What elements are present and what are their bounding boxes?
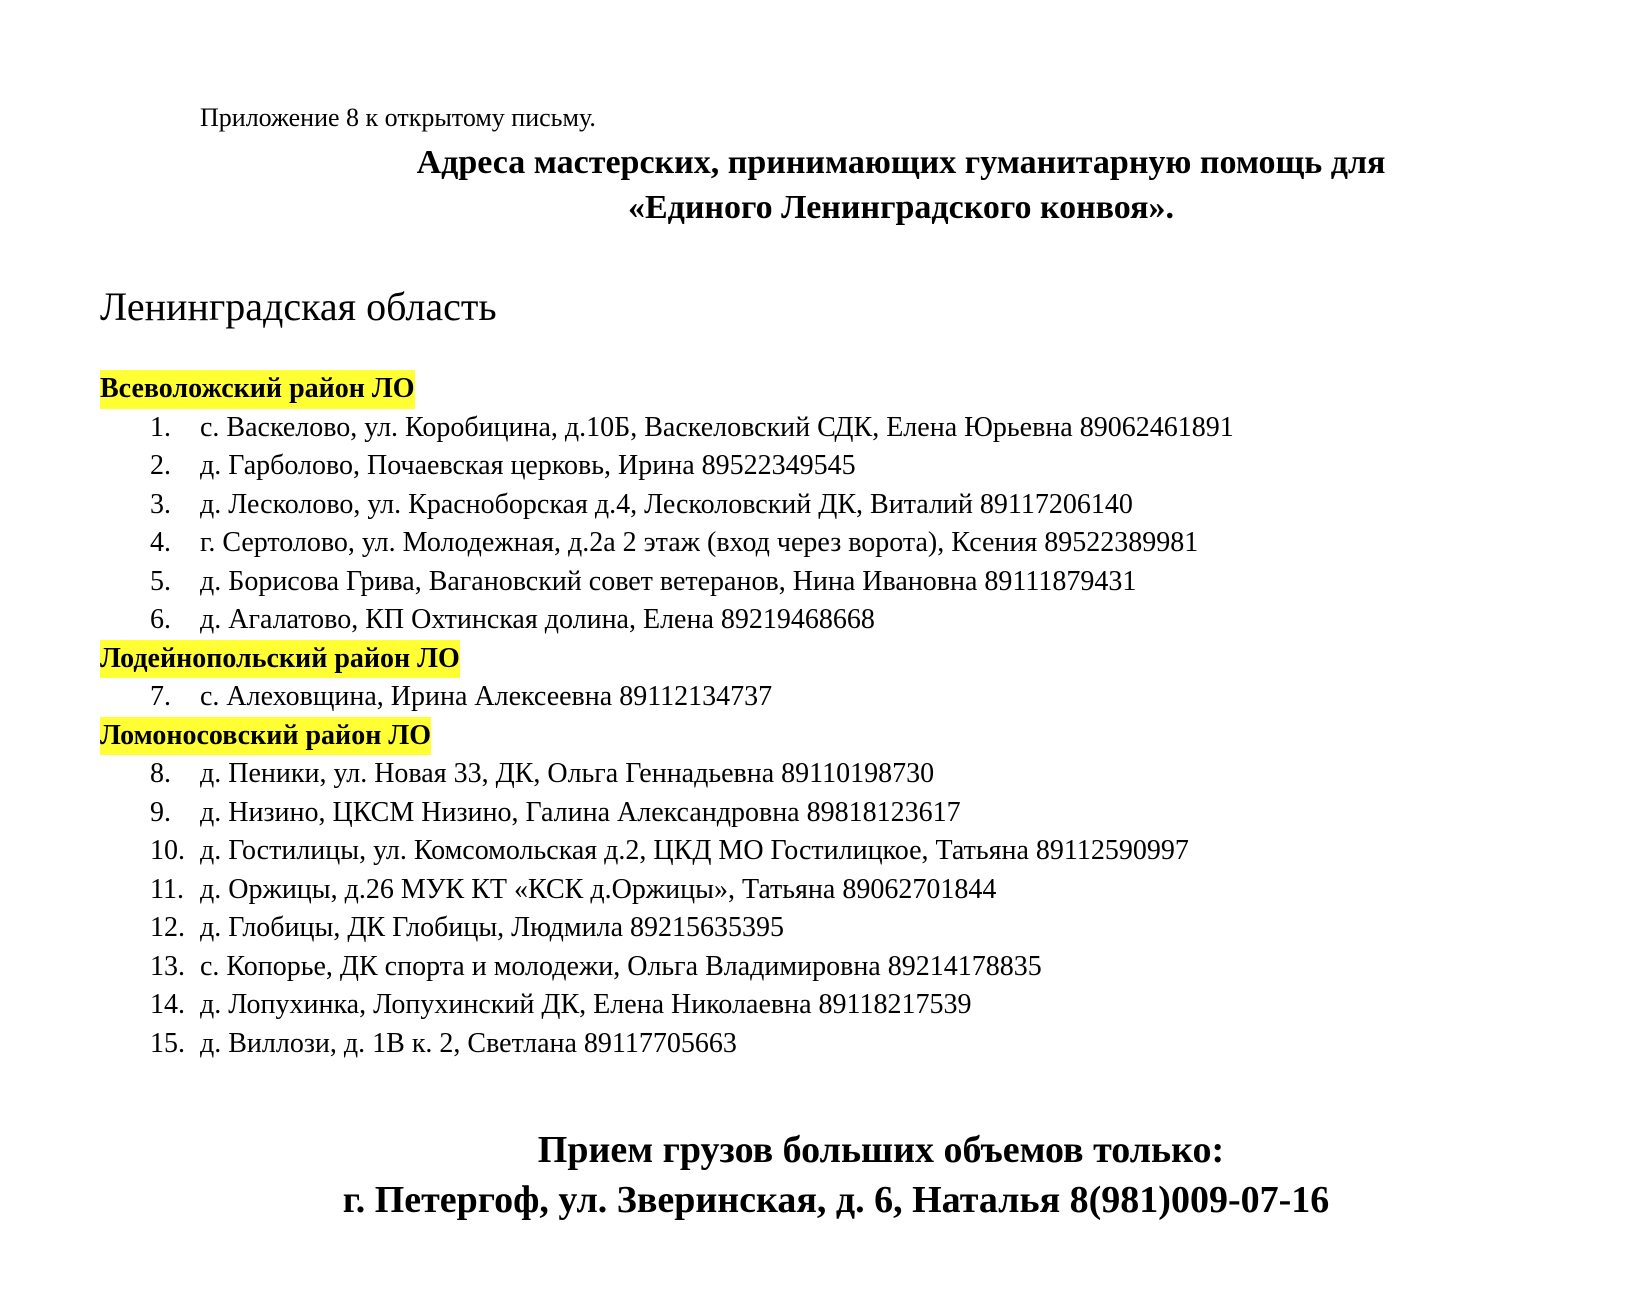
list-item xyxy=(100,1025,1600,1064)
item-text: с. Копорье, ДК спорта и молодежи, Ольга Владимировна 89214178835 xyxy=(200,950,1042,982)
list-item xyxy=(100,678,1600,717)
item-text: д. Гостилицы, ул. Комсомольская д.2, ЦКД МО Гостилицкое, Татьяна 89112590997 xyxy=(200,835,1189,866)
list-item xyxy=(100,601,1600,640)
item-number: 7. xyxy=(150,681,171,712)
district-heading-row xyxy=(100,640,1600,679)
item-text: д. Гарболово, Почаевская церковь, Ирина 89522349545 xyxy=(200,450,856,481)
list-item xyxy=(100,486,1600,525)
item-number: 8. xyxy=(150,758,171,789)
footer-notice xyxy=(0,1125,1652,1225)
list-item xyxy=(100,524,1600,563)
item-text: д. Оржицы, д.26 МУК КТ «КСК д.Оржицы», Татьяна 89062701844 xyxy=(200,873,997,905)
district-heading: Всеволожский район ЛО xyxy=(100,370,415,409)
district-heading-row xyxy=(100,717,1600,756)
district-heading-row xyxy=(100,370,1600,409)
item-text: с. Алеховщина, Ирина Алексеевна 89112134737 xyxy=(200,681,773,712)
list-item xyxy=(100,409,1600,448)
list-item xyxy=(100,948,1600,987)
region-heading: Ленинградская область xyxy=(100,284,497,329)
item-text: д. Агалатово, КП Охтинская долина, Елена 89219468668 xyxy=(200,604,875,635)
item-number: 12. xyxy=(150,912,185,943)
item-text: д. Виллози, д. 1В к. 2, Светлана 89117705663 xyxy=(200,1027,737,1059)
title-line-1: Адреса мастерских, принимающих гуманитарную помощь для xyxy=(416,144,1386,181)
title-line-2: «Единого Ленинградского конвоя». xyxy=(627,189,1175,226)
list-item xyxy=(100,794,1600,833)
item-number: 10. xyxy=(150,835,185,866)
item-number: 15. xyxy=(150,1027,185,1059)
item-text: г. Сертолово, ул. Молодежная, д.2а 2 этаж (вход через ворота), Ксения 89522389981 xyxy=(200,527,1199,558)
district-heading: Лодейнопольский район ЛО xyxy=(100,640,460,679)
district-heading: Ломоносовский район ЛО xyxy=(100,717,431,756)
footer-line-1: Прием грузов больших объемов только: xyxy=(537,1129,1225,1171)
list-item xyxy=(100,871,1600,910)
item-text: д. Пеники, ул. Новая 33, ДК, Ольга Геннадьевна 89110198730 xyxy=(200,758,935,789)
item-number: 13. xyxy=(150,950,185,982)
list-item xyxy=(100,909,1600,948)
item-number: 3. xyxy=(150,488,171,520)
item-text: д. Глобицы, ДК Глобицы, Людмила 89215635395 xyxy=(200,912,785,943)
item-text: д. Лесколово, ул. Красноборская д.4, Лесколовский ДК, Виталий 89117206140 xyxy=(200,488,1133,520)
item-text: с. Васкелово, ул. Коробицина, д.10Б, Васкеловский СДК, Елена Юрьевна 89062461891 xyxy=(200,411,1234,443)
document-title xyxy=(0,140,1652,230)
item-number: 4. xyxy=(150,527,171,558)
item-text: д. Борисова Грива, Вагановский совет ветеранов, Нина Ивановна 89111879431 xyxy=(200,565,1137,597)
item-number: 11. xyxy=(150,873,184,905)
item-number: 6. xyxy=(150,604,171,635)
districts-list xyxy=(100,370,1600,1063)
list-item xyxy=(100,986,1600,1025)
item-number: 2. xyxy=(150,450,171,481)
footer-line-2: г. Петергоф, ул. Зверинская, д. 6, Наталья 8(981)009-07-16 xyxy=(342,1179,1330,1221)
item-number: 14. xyxy=(150,989,185,1020)
list-item xyxy=(100,447,1600,486)
item-number: 1. xyxy=(150,411,171,443)
list-item xyxy=(100,832,1600,871)
item-text: д. Низино, ЦКСМ Низино, Галина Александровна 89818123617 xyxy=(200,796,961,828)
list-item xyxy=(100,755,1600,794)
item-number: 9. xyxy=(150,796,171,828)
item-number: 5. xyxy=(150,565,171,597)
list-item xyxy=(100,563,1600,602)
appendix-note: Приложение 8 к открытому письму. xyxy=(200,103,596,132)
item-text: д. Лопухинка, Лопухинский ДК, Елена Николаевна 89118217539 xyxy=(200,989,972,1020)
